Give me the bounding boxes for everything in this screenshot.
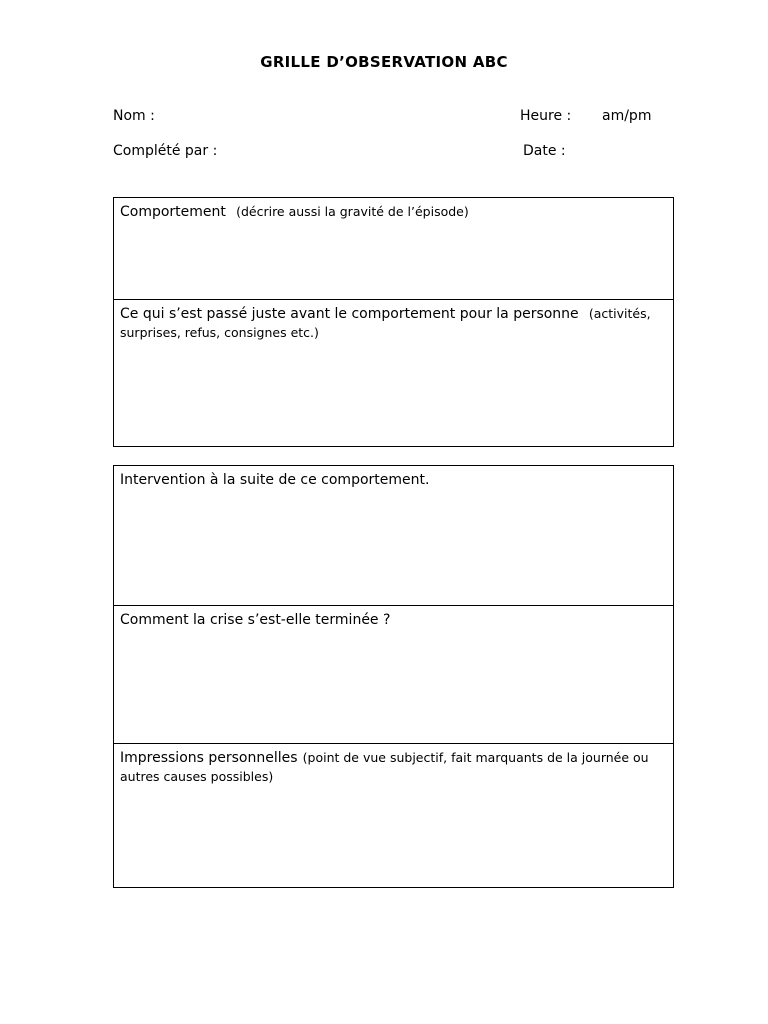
complete-par-label: Complété par : [113,143,218,159]
form-title: GRILLE D’OBSERVATION ABC [260,53,508,71]
intervention-label: Intervention à la suite de ce comportement. [120,472,430,488]
ampm-label: am/pm [602,108,652,124]
impressions-cell[interactable] [114,743,673,887]
avant-label: Ce qui s’est passé juste avant le comportement pour la personne [120,306,579,322]
avant-note: (activités, surprises, refus, consignes etc.) [120,306,651,340]
nom-label: Nom : [113,108,155,124]
observation-box-antecedent [113,197,674,447]
intervention-cell[interactable] [114,466,673,605]
comportement-cell[interactable] [114,198,673,299]
comportement-label: Comportement [120,204,226,220]
observation-box-consequence [113,465,674,888]
fin-crise-cell[interactable] [114,605,673,743]
impressions-note: (point de vue subjectif, fait marquants de la journée ou autres causes possibles) [120,750,649,784]
comportement-note: (décrire aussi la gravité de l’épisode) [236,204,469,219]
heure-label: Heure : [520,108,572,124]
impressions-label: Impressions personnelles [120,750,298,766]
avant-cell[interactable] [114,299,673,446]
fin-crise-label: Comment la crise s’est-elle terminée ? [120,612,391,628]
date-label: Date : [523,143,566,159]
